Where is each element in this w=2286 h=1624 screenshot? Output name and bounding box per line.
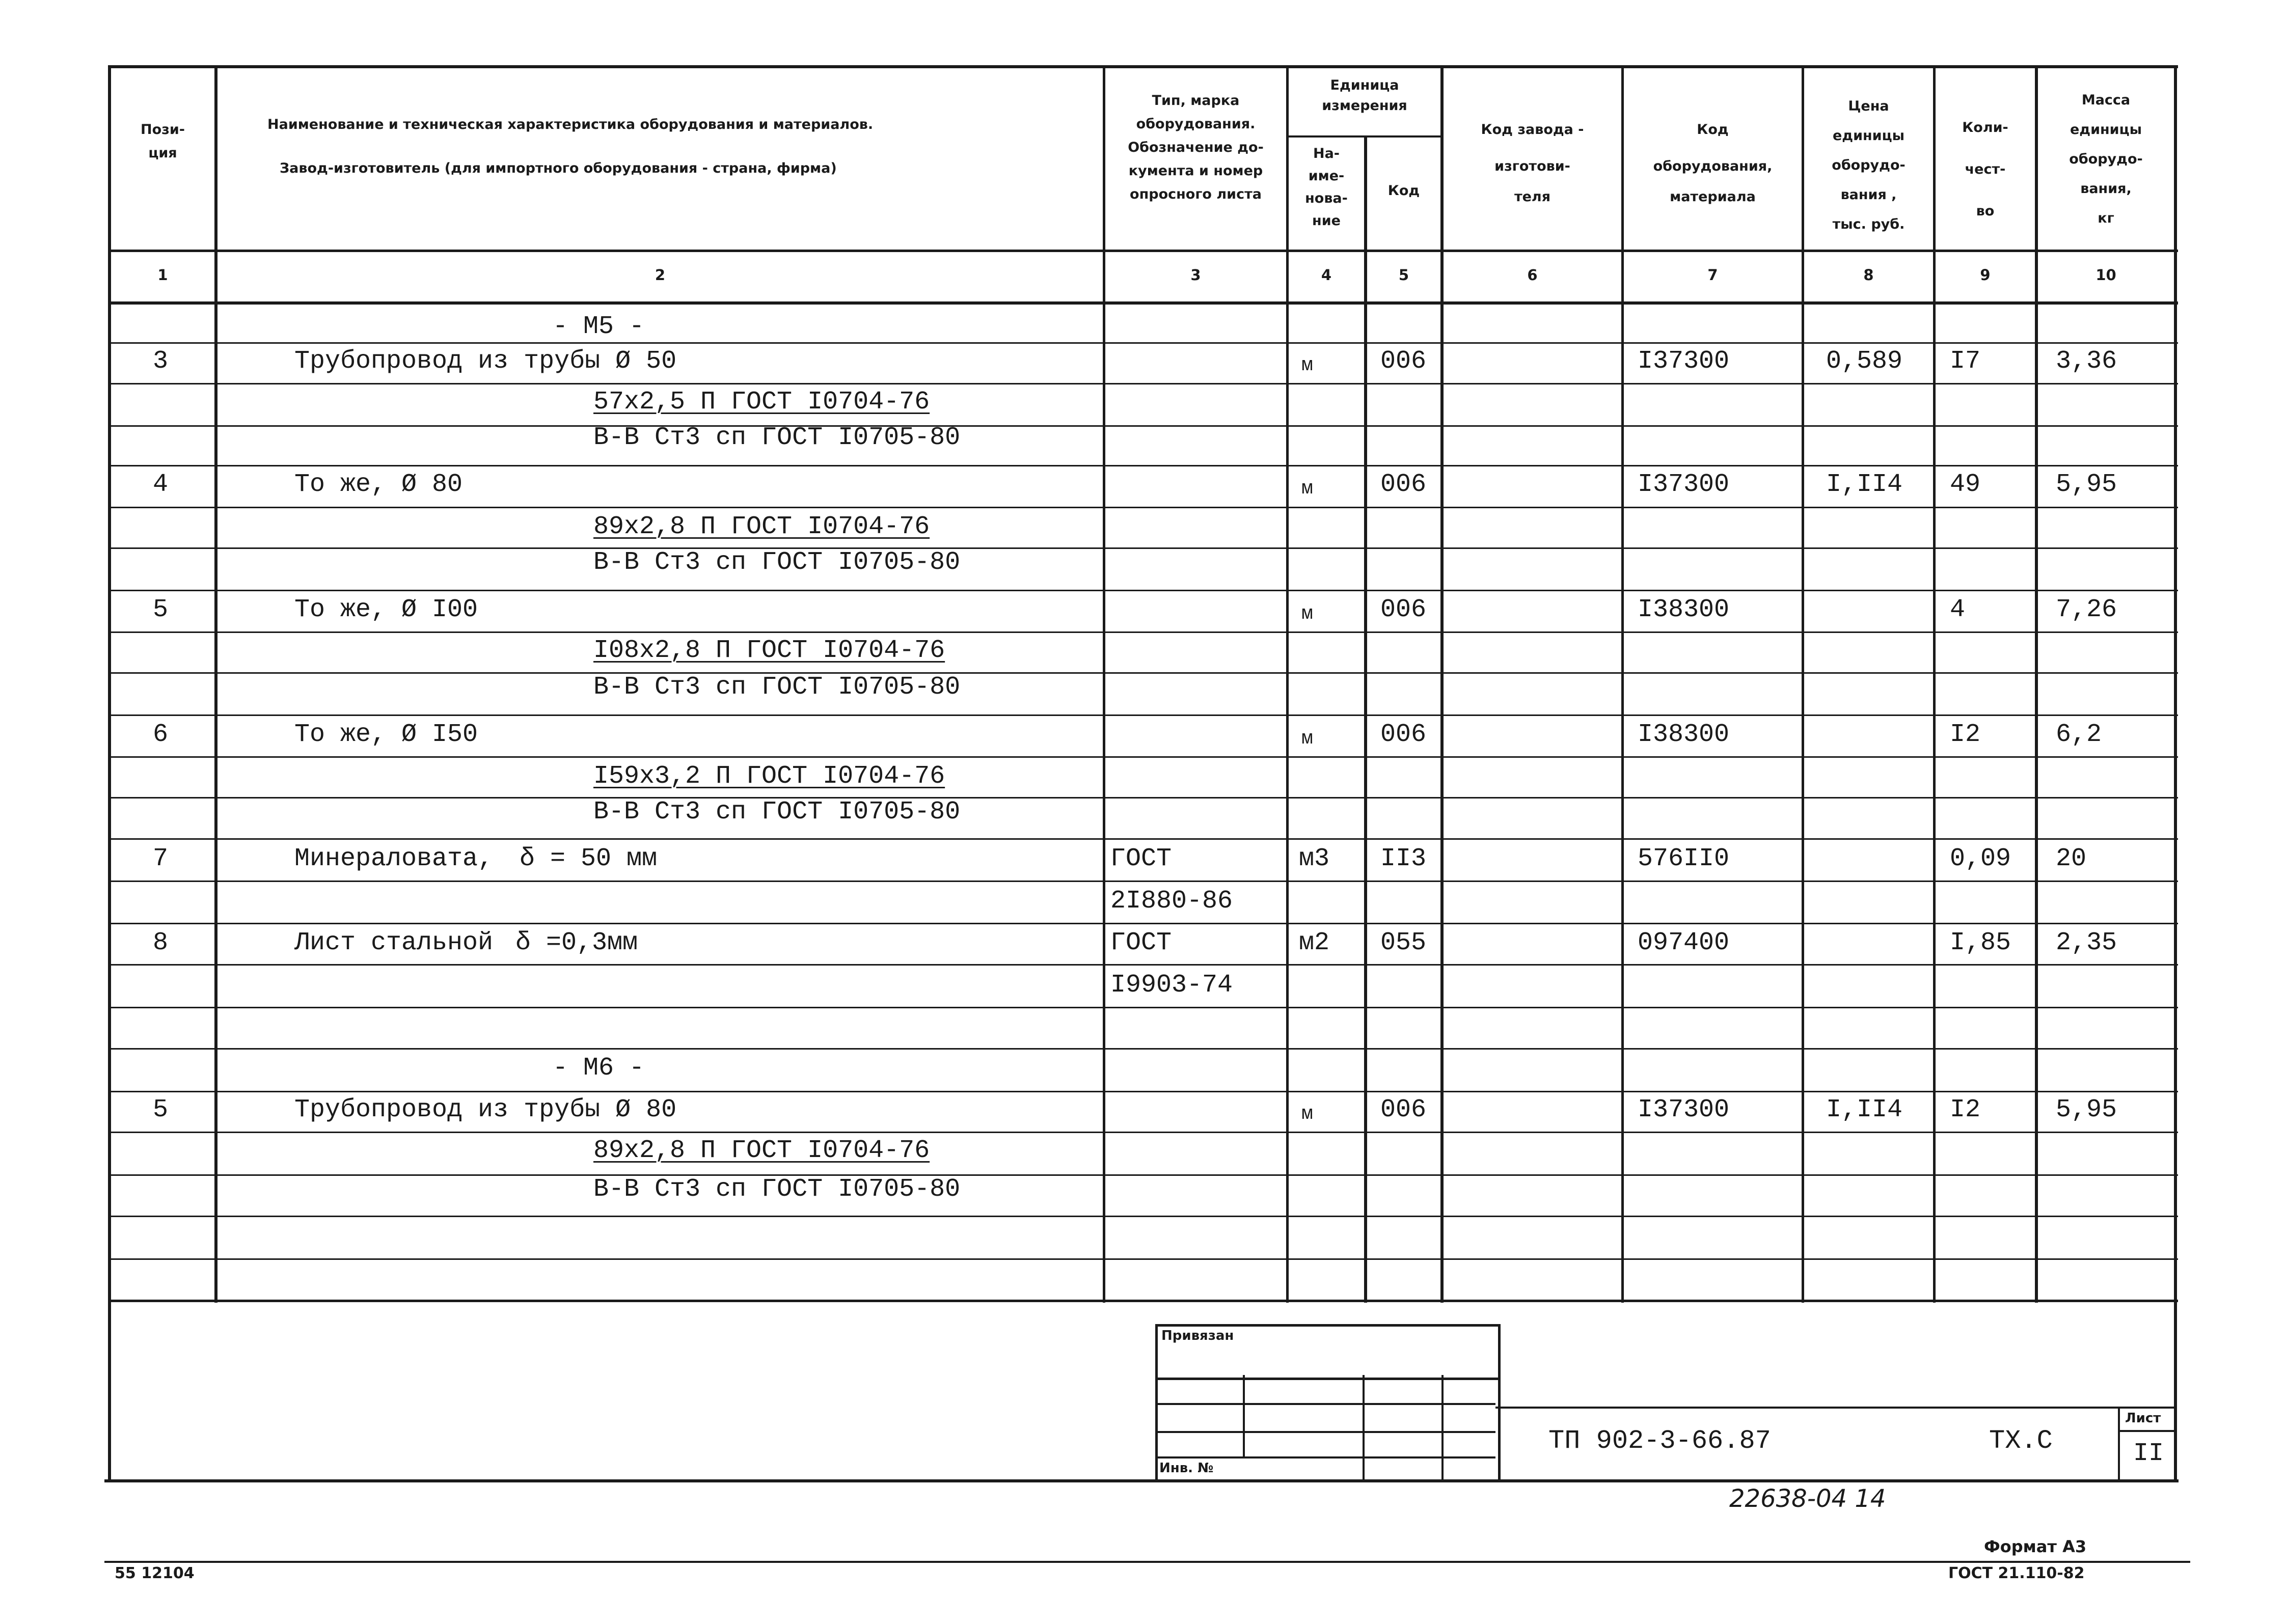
row-name: Трубопровод из трубы Ø 80 <box>294 1095 677 1124</box>
row-spec-pipe: 57х2,5 П ГОСТ I0704-76 <box>593 388 930 417</box>
footer-line <box>104 1561 2190 1563</box>
header-line: На- <box>1313 146 1340 161</box>
row-price: I,II4 <box>1826 470 1903 499</box>
header-line: кг <box>2098 210 2114 226</box>
row-unit-code: 006 <box>1380 595 1427 624</box>
colnum-bottom-line <box>108 301 2178 305</box>
stamp-col-line <box>1243 1375 1245 1456</box>
header-line: измерения <box>1322 98 1407 114</box>
header-line: Пози- <box>141 122 185 137</box>
header-line: Тип, марка <box>1152 93 1240 108</box>
stamp-col-line <box>1441 1375 1444 1482</box>
row-unit-code: 006 <box>1380 720 1427 749</box>
header-unit-name <box>1289 143 1364 232</box>
row-quantity: I7 <box>1950 347 1981 376</box>
row-name: Трубопровод из трубы Ø 50 <box>294 347 677 376</box>
stamp-inv-label: Инв. № <box>1159 1461 1214 1476</box>
stamp-title-line <box>1495 1407 2175 1409</box>
row-line <box>108 342 2178 344</box>
row-unit-code: II3 <box>1380 844 1427 873</box>
row-delta: δ = 50 мм <box>520 844 658 873</box>
row-line <box>108 672 2178 674</box>
row-spec-steel: В-В Ст3 сп ГОСТ I0705-80 <box>593 548 961 577</box>
handwritten-number: 22638-04 14 <box>1729 1484 1886 1513</box>
column-number: 5 <box>1398 266 1409 284</box>
row-name: Минераловата, <box>294 844 494 873</box>
stamp-sheet-number: II <box>2133 1439 2164 1468</box>
header-line: вания , <box>1840 187 1897 203</box>
header-line: кумента и номер <box>1128 163 1263 179</box>
header-factory-code <box>1444 108 1621 212</box>
header-line: Единица <box>1330 77 1399 93</box>
row-unit: м <box>1301 478 1313 500</box>
header-unit-group <box>1289 75 1440 116</box>
row-unit: м <box>1301 1103 1313 1125</box>
column-number: 7 <box>1707 266 1718 284</box>
header-line: во <box>1976 203 1995 219</box>
header-line: опросного листа <box>1130 186 1262 202</box>
row-position: 4 <box>153 470 169 499</box>
header-line: оборудования. <box>1136 116 1256 132</box>
column-number: 4 <box>1321 266 1332 284</box>
row-line <box>108 1258 2178 1260</box>
row-name: Лист стальной <box>294 928 494 957</box>
row-line <box>108 1174 2178 1176</box>
row-line <box>108 507 2178 508</box>
row-position: 7 <box>153 844 169 873</box>
row-mass: 7,26 <box>2056 595 2117 624</box>
row-quantity: I,85 <box>1950 928 2011 957</box>
row-unit: м <box>1301 728 1313 750</box>
row-spec-pipe: I59х3,2 П ГОСТ I0704-76 <box>593 762 945 791</box>
stamp-doc-code: ТП 902-3-66.87 <box>1548 1426 1771 1456</box>
header-line: ние <box>1312 213 1341 229</box>
header-line: теля <box>1514 189 1551 205</box>
table-body-bottom <box>108 1300 2178 1302</box>
row-line <box>108 631 2178 633</box>
row-mass: 6,2 <box>2056 720 2102 749</box>
unit-group-line <box>1286 135 1443 137</box>
row-quantity: 0,09 <box>1950 844 2011 873</box>
stamp-attached-label: Привязан <box>1161 1328 1234 1343</box>
column-number: 1 <box>157 266 168 284</box>
row-spec-steel: В-В Ст3 сп ГОСТ I0705-80 <box>593 797 961 827</box>
row-position: 3 <box>153 347 169 376</box>
header-line: чест- <box>1965 161 2006 177</box>
row-unit-code: 006 <box>1380 470 1427 499</box>
row-line <box>108 923 2178 924</box>
row-delta: δ =0,3мм <box>515 928 638 957</box>
row-doc: ГОСТ <box>1110 844 1172 873</box>
column-number: 6 <box>1527 266 1538 284</box>
row-line <box>108 465 2178 466</box>
column-number: 8 <box>1863 266 1874 284</box>
header-quantity <box>1936 107 2035 232</box>
row-line <box>108 547 2178 549</box>
row-position: 8 <box>153 928 169 957</box>
row-unit-code: 055 <box>1380 928 1427 957</box>
row-quantity: I2 <box>1950 1095 1981 1124</box>
row-line <box>108 383 2178 384</box>
header-line: Коли- <box>1962 120 2008 135</box>
row-mass: 5,95 <box>2056 470 2117 499</box>
row-spec-pipe: I08х2,8 П ГОСТ I0704-76 <box>593 636 945 665</box>
row-code: 097400 <box>1638 928 1730 957</box>
row-quantity: 4 <box>1950 595 1966 624</box>
row-line <box>108 1007 2178 1008</box>
row-unit: м3 <box>1299 844 1330 873</box>
row-name: То же, Ø I50 <box>294 720 478 749</box>
row-unit-code: 006 <box>1380 347 1427 376</box>
header-type <box>1105 89 1286 206</box>
header-line: оборудования, <box>1653 158 1773 174</box>
row-code: I37300 <box>1638 1095 1730 1124</box>
stamp-sheet-line <box>2118 1430 2175 1432</box>
row-line <box>108 838 2178 840</box>
row-price: 0,589 <box>1826 347 1903 376</box>
header-line: Цена <box>1848 98 1889 114</box>
stamp-row-line <box>1155 1431 1495 1433</box>
row-name: То же, Ø I00 <box>294 595 478 624</box>
row-line <box>108 714 2178 716</box>
row-line <box>108 756 2178 758</box>
stamp-row-line <box>1155 1403 1495 1405</box>
row-line <box>108 964 2178 966</box>
section-heading: - М5 - <box>553 312 645 341</box>
header-line: тыс. руб. <box>1832 216 1905 232</box>
header-line: Наименование и техническая характеристика оборудования и материалов. <box>267 117 874 132</box>
footer-left-code: 55 12104 <box>115 1564 195 1582</box>
row-line <box>108 1091 2178 1092</box>
table-right-border <box>2174 65 2177 1482</box>
row-code: I38300 <box>1638 720 1730 749</box>
row-mass: 20 <box>2056 844 2087 873</box>
header-line: единицы <box>2070 122 2142 137</box>
row-code: I37300 <box>1638 470 1730 499</box>
row-price: I,II4 <box>1826 1095 1903 1124</box>
row-position: 6 <box>153 720 169 749</box>
col-sep-4 <box>1364 136 1367 1303</box>
stamp-tx: ТХ.С <box>1989 1426 2053 1456</box>
column-number: 9 <box>1980 266 1991 284</box>
row-line <box>108 797 2178 799</box>
header-line: единицы <box>1832 128 1905 144</box>
header-line: Обозначение до- <box>1128 140 1264 155</box>
header-bottom-line <box>108 250 2178 252</box>
row-position: 5 <box>153 595 169 624</box>
header-line: нова- <box>1305 190 1348 206</box>
stamp-col-line <box>1363 1375 1365 1482</box>
header-mass <box>2038 86 2174 233</box>
row-spec-pipe: 89х2,8 П ГОСТ I0704-76 <box>593 512 930 541</box>
row-code: I37300 <box>1638 347 1730 376</box>
column-number: 3 <box>1190 266 1201 284</box>
column-number: 2 <box>655 266 666 284</box>
header-position <box>111 118 214 165</box>
row-spec-steel: В-В Ст3 сп ГОСТ I0705-80 <box>593 423 961 452</box>
header-line: име- <box>1308 168 1345 184</box>
row-spec-steel: В-В Ст3 сп ГОСТ I0705-80 <box>593 673 961 702</box>
header-line: вания, <box>2080 181 2132 197</box>
footer-gost: ГОСТ 21.110-82 <box>1948 1564 2085 1582</box>
row-unit: м <box>1301 603 1313 625</box>
row-mass: 5,95 <box>2056 1095 2117 1124</box>
row-quantity: 49 <box>1950 470 1981 499</box>
row-code: 576II0 <box>1638 844 1730 873</box>
row-line <box>108 1048 2178 1050</box>
header-name <box>267 113 873 180</box>
header-line: Завод-изготовитель (для импортного оборудования - страна, фирма) <box>280 160 837 176</box>
row-line <box>108 425 2178 427</box>
table-bottom-border <box>104 1479 2179 1482</box>
row-spec-steel: В-В Ст3 сп ГОСТ I0705-80 <box>593 1175 961 1204</box>
row-spec-pipe: 89х2,8 П ГОСТ I0704-76 <box>593 1136 930 1165</box>
header-line: ция <box>148 145 177 161</box>
row-mass: 2,35 <box>2056 928 2117 957</box>
row-quantity: I2 <box>1950 720 1981 749</box>
header-price <box>1804 92 1933 239</box>
row-unit: м2 <box>1299 928 1330 957</box>
row-name: То же, Ø 80 <box>294 470 463 499</box>
table-top-border <box>108 65 2178 68</box>
header-equipment-code <box>1624 108 1802 212</box>
stamp-sheet-label: Лист <box>2125 1411 2161 1426</box>
row-doc: 2I880-86 <box>1110 887 1233 916</box>
header-unit-code: Код <box>1387 183 1420 199</box>
row-mass: 3,36 <box>2056 347 2117 376</box>
row-line <box>108 590 2178 591</box>
row-unit-code: 006 <box>1380 1095 1427 1124</box>
stamp-row-line <box>1155 1456 1495 1458</box>
row-code: I38300 <box>1638 595 1730 624</box>
header-line: оборудо- <box>1832 157 1906 173</box>
row-line <box>108 1216 2178 1217</box>
row-doc: I9903-74 <box>1110 971 1233 1000</box>
footer-format: Формат А3 <box>1984 1537 2087 1556</box>
header-line: изготови- <box>1494 158 1570 174</box>
section-heading: - М6 - <box>553 1054 645 1083</box>
row-doc: ГОСТ <box>1110 928 1172 957</box>
row-position: 5 <box>153 1095 169 1124</box>
column-number: 10 <box>2096 266 2116 284</box>
header-line: оборудо- <box>2069 151 2143 167</box>
row-unit: м <box>1301 354 1313 376</box>
header-line: Код <box>1697 122 1729 137</box>
header-line: материала <box>1670 189 1756 205</box>
header-line: Масса <box>2081 92 2131 108</box>
row-line <box>108 880 2178 882</box>
header-line: Код завода - <box>1481 122 1584 137</box>
row-line <box>108 1132 2178 1133</box>
